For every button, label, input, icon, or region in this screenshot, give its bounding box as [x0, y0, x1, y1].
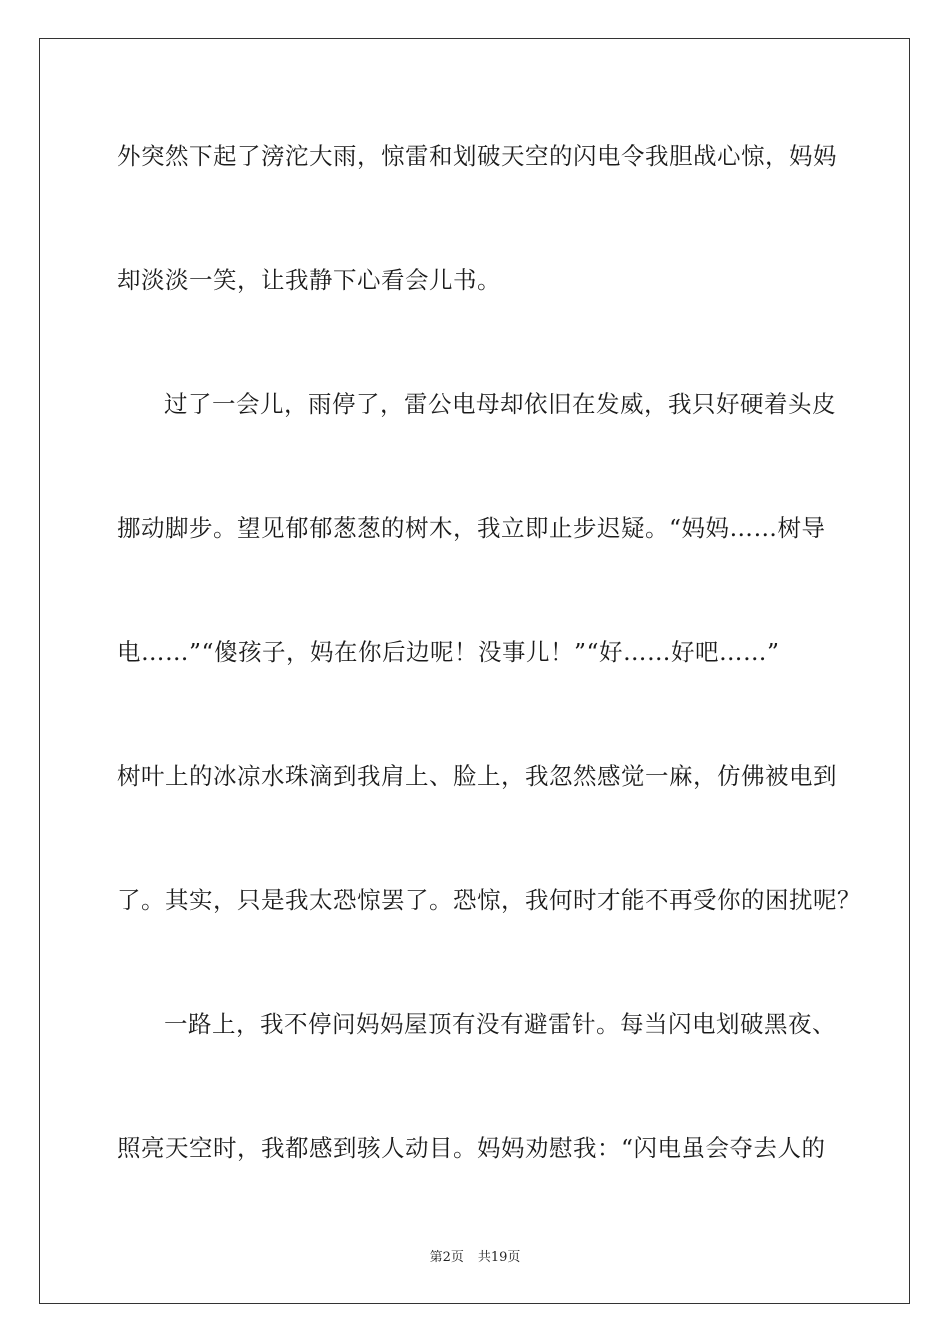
text-line-4: 挪动脚步。望见郁郁葱葱的树木，我立即止步迟疑。“妈妈……树导 [117, 514, 826, 542]
text-line-7: 了。其实，只是我太恐惊罢了。恐惊，我何时才能不再受你的困扰呢？ [117, 886, 861, 914]
document-body [117, 125, 861, 1241]
text-line-5: 电……”“傻孩子，妈在你后边呢！没事儿！”“好……好吧……” [117, 638, 780, 666]
page-number: 第2页 [429, 1250, 464, 1265]
text-line-2: 却淡淡一笑，让我静下心看会儿书。 [117, 266, 501, 294]
text-line-6: 树叶上的冰凉水珠滴到我肩上、脸上，我忽然感觉一麻，仿佛被电到 [117, 762, 837, 790]
text-line-1: 外突然下起了滂沱大雨，惊雷和划破天空的闪电令我胆战心惊，妈妈 [117, 142, 837, 170]
text-line-9: 照亮天空时，我都感到骇人动目。妈妈劝慰我：“闪电虽会夺去人的 [117, 1134, 826, 1162]
page-footer [0, 1246, 950, 1265]
text-line-8: 一路上，我不停问妈妈屋顶有没有避雷针。每当闪电划破黑夜、 [164, 1010, 836, 1038]
text-line-3: 过了一会儿，雨停了，雷公电母却依旧在发威，我只好硬着头皮 [164, 390, 836, 418]
page-total: 共19页 [477, 1250, 521, 1265]
